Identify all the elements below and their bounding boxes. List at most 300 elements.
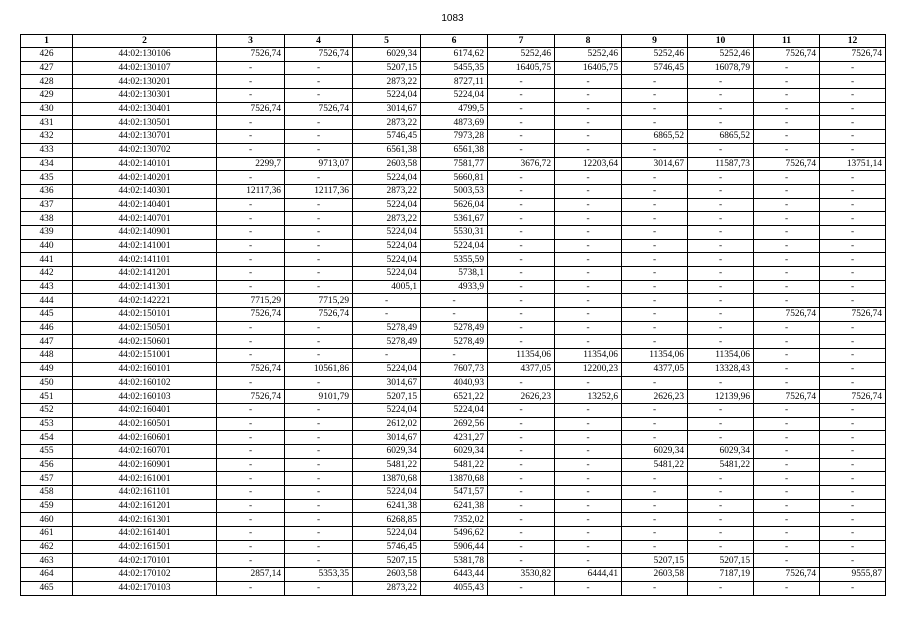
- table-row: [21, 444, 886, 458]
- value-cell: -: [754, 362, 820, 376]
- value-cell: -: [820, 540, 886, 554]
- value-cell: -: [555, 89, 622, 103]
- table-row: [21, 267, 886, 281]
- value-cell: 2603,58: [353, 157, 421, 171]
- value-cell: 5224,04: [353, 403, 421, 417]
- value-cell: -: [688, 253, 754, 267]
- value-cell: -: [622, 75, 688, 89]
- value-cell: 5353,35: [285, 568, 353, 582]
- value-cell: -: [217, 527, 285, 541]
- value-cell: 6241,38: [353, 499, 421, 513]
- value-cell: -: [353, 294, 421, 308]
- value-cell: -: [285, 143, 353, 157]
- table-row: [21, 143, 886, 157]
- cadastral-number-cell: 44:02:130501: [73, 116, 217, 130]
- value-cell: -: [488, 581, 555, 595]
- value-cell: 6865,52: [688, 130, 754, 144]
- value-cell: 6521,22: [421, 390, 488, 404]
- value-cell: 5278,49: [421, 335, 488, 349]
- value-cell: 6561,38: [353, 143, 421, 157]
- value-cell: -: [555, 335, 622, 349]
- value-cell: -: [285, 513, 353, 527]
- value-cell: 7526,74: [754, 157, 820, 171]
- value-cell: -: [622, 212, 688, 226]
- value-cell: -: [285, 61, 353, 75]
- value-cell: 5455,35: [421, 61, 488, 75]
- row-number-cell: 454: [21, 431, 73, 445]
- value-cell: -: [622, 239, 688, 253]
- value-cell: -: [285, 540, 353, 554]
- value-cell: -: [754, 499, 820, 513]
- column-header: 9: [622, 35, 688, 48]
- row-number-cell: 461: [21, 527, 73, 541]
- value-cell: -: [820, 362, 886, 376]
- value-cell: -: [488, 225, 555, 239]
- table-row: [21, 568, 886, 582]
- value-cell: 8727,11: [421, 75, 488, 89]
- table-row: [21, 171, 886, 185]
- row-number-cell: 456: [21, 458, 73, 472]
- value-cell: -: [285, 321, 353, 335]
- value-cell: -: [820, 225, 886, 239]
- value-cell: 2603,58: [622, 568, 688, 582]
- row-number-cell: 465: [21, 581, 73, 595]
- value-cell: 5746,45: [622, 61, 688, 75]
- value-cell: -: [754, 472, 820, 486]
- cadastral-number-cell: 44:02:130702: [73, 143, 217, 157]
- value-cell: -: [555, 403, 622, 417]
- cadastral-number-cell: 44:02:160501: [73, 417, 217, 431]
- value-cell: 5224,04: [353, 89, 421, 103]
- value-cell: 7526,74: [754, 48, 820, 62]
- value-cell: -: [820, 499, 886, 513]
- value-cell: 5738,1: [421, 267, 488, 281]
- value-cell: -: [488, 116, 555, 130]
- value-cell: -: [488, 554, 555, 568]
- row-number-cell: 426: [21, 48, 73, 62]
- value-cell: 5496,62: [421, 527, 488, 541]
- row-number-cell: 435: [21, 171, 73, 185]
- value-cell: 7526,74: [754, 308, 820, 322]
- value-cell: -: [622, 335, 688, 349]
- value-cell: -: [754, 267, 820, 281]
- value-cell: -: [622, 486, 688, 500]
- value-cell: -: [754, 130, 820, 144]
- value-cell: 2603,58: [353, 568, 421, 582]
- value-cell: 5381,78: [421, 554, 488, 568]
- value-cell: -: [622, 417, 688, 431]
- value-cell: 6029,34: [353, 48, 421, 62]
- value-cell: -: [622, 513, 688, 527]
- value-cell: -: [555, 75, 622, 89]
- table-row: [21, 102, 886, 116]
- value-cell: -: [555, 527, 622, 541]
- table-body: [21, 48, 886, 596]
- value-cell: -: [285, 458, 353, 472]
- row-number-cell: 427: [21, 61, 73, 75]
- value-cell: 6029,34: [622, 444, 688, 458]
- value-cell: -: [688, 376, 754, 390]
- value-cell: -: [820, 143, 886, 157]
- value-cell: -: [622, 102, 688, 116]
- table-row: [21, 554, 886, 568]
- value-cell: -: [754, 349, 820, 363]
- value-cell: 6444,41: [555, 568, 622, 582]
- value-cell: -: [217, 89, 285, 103]
- value-cell: -: [488, 102, 555, 116]
- value-cell: -: [217, 253, 285, 267]
- value-cell: -: [754, 171, 820, 185]
- value-cell: -: [217, 403, 285, 417]
- value-cell: -: [688, 212, 754, 226]
- value-cell: -: [488, 171, 555, 185]
- table-row: [21, 486, 886, 500]
- value-cell: 7526,74: [754, 390, 820, 404]
- value-cell: 5224,04: [421, 239, 488, 253]
- value-cell: -: [353, 308, 421, 322]
- row-number-cell: 459: [21, 499, 73, 513]
- value-cell: 16405,75: [555, 61, 622, 75]
- value-cell: 12139,96: [688, 390, 754, 404]
- row-number-cell: 446: [21, 321, 73, 335]
- value-cell: -: [217, 225, 285, 239]
- value-cell: 7526,74: [217, 48, 285, 62]
- row-number-cell: 460: [21, 513, 73, 527]
- row-number-cell: 444: [21, 294, 73, 308]
- value-cell: 4055,43: [421, 581, 488, 595]
- value-cell: -: [488, 198, 555, 212]
- value-cell: -: [555, 212, 622, 226]
- value-cell: 5224,04: [353, 253, 421, 267]
- value-cell: 6865,52: [622, 130, 688, 144]
- column-header: 4: [285, 35, 353, 48]
- value-cell: -: [622, 431, 688, 445]
- value-cell: -: [555, 444, 622, 458]
- value-cell: -: [285, 472, 353, 486]
- value-cell: -: [820, 444, 886, 458]
- value-cell: -: [488, 280, 555, 294]
- value-cell: -: [754, 143, 820, 157]
- value-cell: -: [217, 198, 285, 212]
- value-cell: 6029,34: [688, 444, 754, 458]
- value-cell: -: [688, 267, 754, 281]
- value-cell: -: [622, 581, 688, 595]
- row-number-cell: 436: [21, 184, 73, 198]
- value-cell: 2873,22: [353, 184, 421, 198]
- row-number-cell: 458: [21, 486, 73, 500]
- value-cell: 13870,68: [353, 472, 421, 486]
- value-cell: 5224,04: [353, 225, 421, 239]
- value-cell: -: [688, 335, 754, 349]
- value-cell: -: [488, 239, 555, 253]
- value-cell: -: [622, 267, 688, 281]
- value-cell: -: [217, 458, 285, 472]
- value-cell: -: [622, 376, 688, 390]
- value-cell: -: [217, 349, 285, 363]
- table-row: [21, 362, 886, 376]
- value-cell: -: [688, 417, 754, 431]
- column-header: 8: [555, 35, 622, 48]
- value-cell: 9101,79: [285, 390, 353, 404]
- value-cell: -: [285, 554, 353, 568]
- value-cell: -: [217, 444, 285, 458]
- cadastral-number-cell: 44:02:150501: [73, 321, 217, 335]
- value-cell: -: [217, 267, 285, 281]
- cadastral-number-cell: 44:02:140401: [73, 198, 217, 212]
- value-cell: -: [488, 513, 555, 527]
- table-row: [21, 321, 886, 335]
- value-cell: -: [622, 527, 688, 541]
- table-row: [21, 458, 886, 472]
- value-cell: 7526,74: [217, 362, 285, 376]
- value-cell: -: [688, 431, 754, 445]
- value-cell: -: [488, 130, 555, 144]
- value-cell: -: [555, 225, 622, 239]
- value-cell: 7526,74: [754, 568, 820, 582]
- value-cell: -: [285, 198, 353, 212]
- value-cell: 12200,23: [555, 362, 622, 376]
- column-header: 3: [217, 35, 285, 48]
- column-header: 1: [21, 35, 73, 48]
- value-cell: 4873,69: [421, 116, 488, 130]
- value-cell: 6174,62: [421, 48, 488, 62]
- value-cell: -: [820, 458, 886, 472]
- value-cell: -: [555, 486, 622, 500]
- value-cell: 11354,06: [555, 349, 622, 363]
- value-cell: 2612,02: [353, 417, 421, 431]
- value-cell: 5252,46: [555, 48, 622, 62]
- value-cell: -: [555, 280, 622, 294]
- value-cell: -: [622, 116, 688, 130]
- value-cell: 5207,15: [622, 554, 688, 568]
- value-cell: -: [688, 89, 754, 103]
- value-cell: 5746,45: [353, 540, 421, 554]
- value-cell: -: [555, 513, 622, 527]
- value-cell: -: [488, 444, 555, 458]
- value-cell: -: [754, 75, 820, 89]
- value-cell: -: [688, 75, 754, 89]
- table-row: [21, 294, 886, 308]
- value-cell: -: [555, 294, 622, 308]
- value-cell: 2626,23: [622, 390, 688, 404]
- row-number-cell: 441: [21, 253, 73, 267]
- value-cell: 3530,82: [488, 568, 555, 582]
- value-cell: -: [285, 499, 353, 513]
- row-number-cell: 455: [21, 444, 73, 458]
- value-cell: -: [488, 308, 555, 322]
- cadastral-number-cell: 44:02:150101: [73, 308, 217, 322]
- value-cell: -: [488, 540, 555, 554]
- value-cell: -: [622, 198, 688, 212]
- value-cell: 6268,85: [353, 513, 421, 527]
- value-cell: 5278,49: [353, 321, 421, 335]
- value-cell: 11354,06: [622, 349, 688, 363]
- row-number-cell: 452: [21, 403, 73, 417]
- value-cell: 4005,1: [353, 280, 421, 294]
- cadastral-number-cell: 44:02:160401: [73, 403, 217, 417]
- value-cell: 5481,22: [688, 458, 754, 472]
- cadastral-number-cell: 44:02:161101: [73, 486, 217, 500]
- value-cell: -: [754, 321, 820, 335]
- value-cell: -: [820, 116, 886, 130]
- value-cell: 7526,74: [285, 308, 353, 322]
- value-cell: -: [217, 581, 285, 595]
- value-cell: 7526,74: [285, 48, 353, 62]
- value-cell: 5471,57: [421, 486, 488, 500]
- value-cell: -: [820, 75, 886, 89]
- value-cell: 5224,04: [353, 486, 421, 500]
- value-cell: -: [688, 116, 754, 130]
- value-cell: -: [622, 184, 688, 198]
- value-cell: 7607,73: [421, 362, 488, 376]
- value-cell: 4377,05: [488, 362, 555, 376]
- value-cell: 12117,36: [285, 184, 353, 198]
- value-cell: 7352,02: [421, 513, 488, 527]
- row-number-cell: 432: [21, 130, 73, 144]
- cadastral-number-cell: 44:02:161501: [73, 540, 217, 554]
- value-cell: 5361,67: [421, 212, 488, 226]
- column-header: 6: [421, 35, 488, 48]
- value-cell: -: [688, 308, 754, 322]
- value-cell: -: [421, 294, 488, 308]
- value-cell: -: [622, 171, 688, 185]
- value-cell: -: [555, 184, 622, 198]
- value-cell: -: [217, 554, 285, 568]
- table-row: [21, 116, 886, 130]
- value-cell: -: [754, 458, 820, 472]
- value-cell: 5224,04: [421, 89, 488, 103]
- value-cell: -: [820, 61, 886, 75]
- value-cell: -: [555, 116, 622, 130]
- value-cell: -: [555, 102, 622, 116]
- value-cell: 3676,72: [488, 157, 555, 171]
- value-cell: -: [688, 499, 754, 513]
- value-cell: 5252,46: [488, 48, 555, 62]
- cadastral-number-cell: 44:02:140901: [73, 225, 217, 239]
- value-cell: -: [217, 321, 285, 335]
- value-cell: -: [754, 239, 820, 253]
- value-cell: -: [688, 486, 754, 500]
- value-cell: 5530,31: [421, 225, 488, 239]
- cadastral-number-cell: 44:02:170101: [73, 554, 217, 568]
- value-cell: -: [488, 486, 555, 500]
- cadastral-number-cell: 44:02:142221: [73, 294, 217, 308]
- row-number-cell: 428: [21, 75, 73, 89]
- column-header: 11: [754, 35, 820, 48]
- value-cell: -: [820, 130, 886, 144]
- row-number-cell: 431: [21, 116, 73, 130]
- value-cell: 7581,77: [421, 157, 488, 171]
- cadastral-number-cell: 44:02:130701: [73, 130, 217, 144]
- value-cell: -: [688, 581, 754, 595]
- table-row: [21, 61, 886, 75]
- value-cell: -: [820, 431, 886, 445]
- cadastral-number-cell: 44:02:141001: [73, 239, 217, 253]
- value-cell: -: [754, 253, 820, 267]
- value-cell: 2873,22: [353, 212, 421, 226]
- cadastral-number-cell: 44:02:130201: [73, 75, 217, 89]
- value-cell: -: [488, 143, 555, 157]
- value-cell: 6443,44: [421, 568, 488, 582]
- value-cell: -: [555, 267, 622, 281]
- cadastral-number-cell: 44:02:130301: [73, 89, 217, 103]
- value-cell: -: [555, 431, 622, 445]
- value-cell: -: [688, 143, 754, 157]
- page-number: 1083: [441, 13, 464, 24]
- value-cell: -: [555, 472, 622, 486]
- value-cell: -: [285, 212, 353, 226]
- value-cell: 4040,93: [421, 376, 488, 390]
- value-cell: -: [285, 116, 353, 130]
- row-number-cell: 434: [21, 157, 73, 171]
- row-number-cell: 464: [21, 568, 73, 582]
- value-cell: -: [285, 267, 353, 281]
- value-cell: -: [488, 184, 555, 198]
- value-cell: -: [820, 513, 886, 527]
- cadastral-number-cell: 44:02:161201: [73, 499, 217, 513]
- value-cell: -: [488, 89, 555, 103]
- cadastral-number-cell: 44:02:160101: [73, 362, 217, 376]
- value-cell: -: [353, 349, 421, 363]
- value-cell: -: [488, 527, 555, 541]
- value-cell: -: [285, 225, 353, 239]
- value-cell: 12117,36: [217, 184, 285, 198]
- value-cell: 7526,74: [217, 390, 285, 404]
- value-cell: -: [754, 198, 820, 212]
- value-cell: -: [285, 431, 353, 445]
- value-cell: -: [688, 540, 754, 554]
- table-row: [21, 417, 886, 431]
- value-cell: -: [421, 349, 488, 363]
- cadastral-number-cell: 44:02:160701: [73, 444, 217, 458]
- table-row: [21, 390, 886, 404]
- value-cell: -: [622, 403, 688, 417]
- table-row: [21, 130, 886, 144]
- value-cell: -: [217, 486, 285, 500]
- value-cell: -: [688, 225, 754, 239]
- value-cell: -: [754, 403, 820, 417]
- value-cell: -: [622, 540, 688, 554]
- value-cell: -: [217, 431, 285, 445]
- value-cell: -: [820, 581, 886, 595]
- value-cell: -: [285, 486, 353, 500]
- value-cell: 7973,28: [421, 130, 488, 144]
- value-cell: -: [688, 239, 754, 253]
- value-cell: -: [754, 376, 820, 390]
- value-cell: 13328,43: [688, 362, 754, 376]
- value-cell: -: [820, 198, 886, 212]
- value-cell: 5224,04: [421, 403, 488, 417]
- row-number-cell: 439: [21, 225, 73, 239]
- value-cell: -: [555, 130, 622, 144]
- cadastral-number-cell: 44:02:130107: [73, 61, 217, 75]
- value-cell: 5207,15: [353, 61, 421, 75]
- table-row: [21, 540, 886, 554]
- value-cell: 5660,81: [421, 171, 488, 185]
- cadastral-number-cell: 44:02:170103: [73, 581, 217, 595]
- row-number-cell: 438: [21, 212, 73, 226]
- value-cell: -: [488, 376, 555, 390]
- cadastral-number-cell: 44:02:160601: [73, 431, 217, 445]
- value-cell: 5252,46: [622, 48, 688, 62]
- value-cell: 9555,87: [820, 568, 886, 582]
- row-number-cell: 447: [21, 335, 73, 349]
- value-cell: -: [285, 75, 353, 89]
- value-cell: 9713,07: [285, 157, 353, 171]
- value-cell: 5224,04: [353, 362, 421, 376]
- value-cell: -: [555, 540, 622, 554]
- cadastral-number-cell: 44:02:170102: [73, 568, 217, 582]
